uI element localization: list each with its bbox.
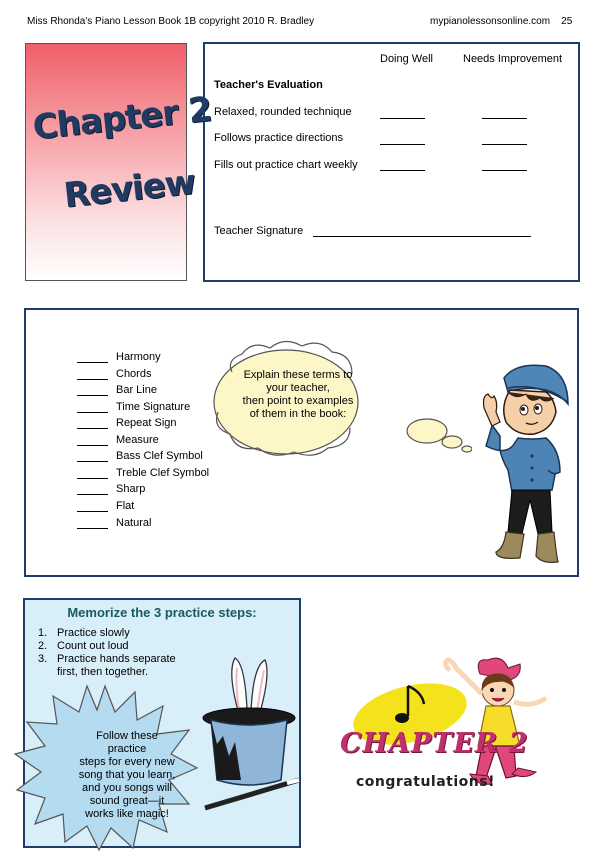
answer-blank[interactable] [77,494,108,495]
page-header-site-and-number: mypianolessonsonline.com 25 [430,16,573,27]
practice-title: Memorize the 3 practice steps: [67,605,257,620]
teacher-signature-line[interactable] [313,236,531,237]
column-doing-well: Doing Well [380,53,433,65]
doing-well-blank[interactable] [380,144,425,145]
evaluation-row-directions: Follows practice directions [214,132,343,144]
magic-hat-icon [187,652,303,812]
starburst-message: Follow these practice steps for every new song that you learn, and you songs will sound great—it works like magic! [78,730,176,820]
needs-improvement-blank[interactable] [482,144,527,145]
doing-well-blank[interactable] [380,118,425,119]
chapter-title: Chapter 2 [30,89,214,148]
chapter-review-panel [25,43,214,281]
column-needs-improvement: Needs Improvement [463,53,563,65]
congratulations-text: congratulations! [356,774,495,790]
needs-improvement-blank[interactable] [482,118,527,119]
answer-blank[interactable] [77,412,108,413]
practice-steps-panel: Memorize the 3 practice steps: 1. Practice slowly 2. Count out loud 3. Practice hands separate first, then together. Follow these practice steps for every new song that you learn, and you songs will sound great—it works like magic! [23,598,301,848]
answer-blank[interactable] [77,478,108,479]
answer-blank[interactable] [77,445,108,446]
cloud-instruction: Explain these terms to your teacher, then point to examples of them in the book: [242,369,354,420]
evaluation-title: Teacher's Evaluation [214,79,323,91]
chapter-subtitle: Review [61,162,197,216]
needs-improvement-blank[interactable] [482,170,527,171]
answer-blank[interactable] [77,379,108,380]
answer-blank[interactable] [77,428,108,429]
evaluation-row-technique: Relaxed, rounded technique [214,106,352,118]
chapter-2-wordart: CHAPTER 2 [340,728,529,759]
doing-well-blank[interactable] [380,170,425,171]
answer-blank[interactable] [77,362,108,363]
answer-blank[interactable] [77,461,108,462]
music-terms-panel: Harmony Chords Bar Line Time Signature Repeat Sign Measure Bass Clef Symbol Treble Clef Symbol Sharp Flat Natural Explain these terms to your teacher, then point to examples of them in the book: [24,308,579,577]
teacher-evaluation-panel [203,42,580,282]
page-header-title: Miss Rhonda's Piano Lesson Book 1B copyright 2010 R. Bradley [27,16,315,27]
answer-blank[interactable] [77,528,108,529]
thinking-boy-illustration [456,360,576,575]
answer-blank[interactable] [77,395,108,396]
teacher-signature-label: Teacher Signature [214,225,304,237]
congratulations-graphic [330,650,590,810]
answer-blank[interactable] [77,511,108,512]
evaluation-row-chart: Fills out practice chart weekly [214,159,358,171]
